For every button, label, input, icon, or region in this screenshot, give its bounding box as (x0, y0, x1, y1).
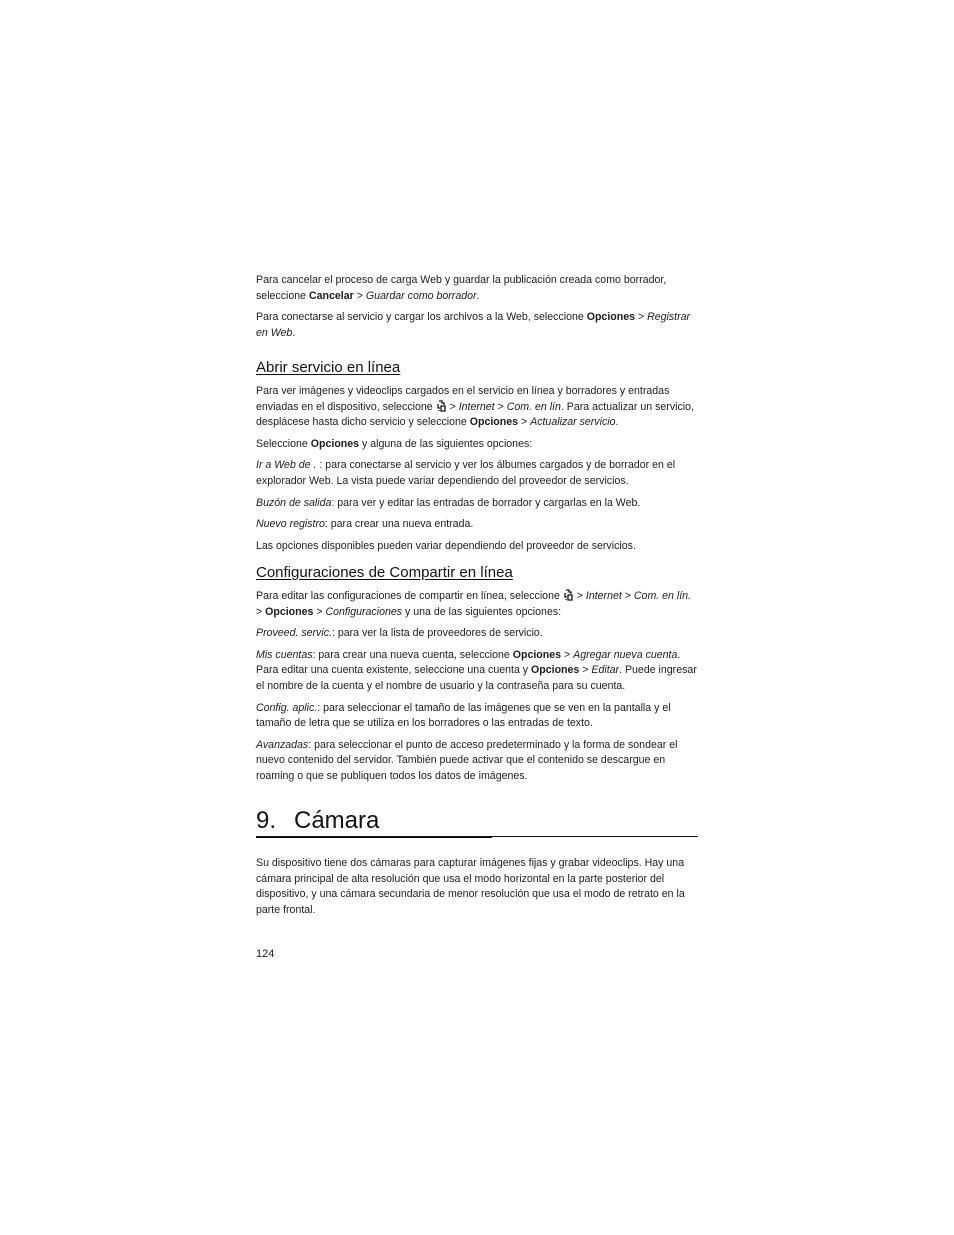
section-paragraph: Seleccione Opciones y alguna de las siguientes opciones: (256, 437, 533, 450)
menu-key-icon (564, 589, 573, 601)
chapter-name: Cámara (294, 807, 380, 834)
menu-key-icon (437, 400, 446, 412)
chapter-intro (256, 856, 698, 924)
chapter-number: 9. (256, 807, 277, 834)
chapter-heading (256, 806, 698, 836)
section-title: Configuraciones de Compartir en línea (256, 564, 513, 581)
option-item: Mis cuentas: para crear una nueva cuenta, seleccione Opciones > Agregar nueva cuenta. Para editar una cuenta existente, seleccione una cuenta y Opciones > Editar. Puede ingresar el nombre de la cuenta y el nombre de usuario y la contraseña para su cuenta. (256, 648, 697, 692)
save-draft-option: Guardar como borrador (365, 289, 477, 302)
option-item: Config. aplic.: para seleccionar el tamaño de las imágenes que se ven en la pantalla y el tamaño de letra que se utiliza en los borradores o las entradas de texto. (256, 701, 671, 730)
intro-paragraph-connect: Para conectarse al servicio y cargar los archivos a la Web, seleccione Opciones > Registrar en Web. (256, 311, 691, 339)
chapter-paragraph: Su dispositivo tiene dos cámaras para capturar imágenes fijas y grabar videoclips. Hay una cámara principal de alta resolución que usa el modo horizontal en la parte posterior del dispositivo, y una cámara secundaria de menor resolución que usa el modo de retrato en la parte frontal. (256, 857, 685, 916)
page-number: 124 (256, 948, 275, 960)
register-web-option: Registrar en Web (256, 311, 691, 339)
option-item: Ir a Web de . : para conectarse al servicio y ver los álbumes cargados y de borrador en el explorador Web. La vista puede variar dependiendo del proveedor de servicios. (256, 459, 676, 487)
section-paragraph: Para ver imágenes y videoclips cargados en el servicio en línea y borradores y entradas enviadas en el dispositivo, seleccione > Internet > Com. en lín. Para actualizar un servicio, desplácese hasta dicho servicio y seleccione Opciones > Actualizar servicio. (256, 385, 694, 429)
chapter-title (256, 806, 698, 836)
option-item: Avanzadas: para seleccionar el punto de acceso predeterminado y la forma de sondear el nuevo contenido del servidor. También puede activar que el contenido se descargue en roaming o que se publiquen todos los datos de imágenes. (256, 738, 678, 782)
option-item: Nuevo registro: para crear una nueva entrada. (256, 518, 474, 531)
option-item: Buzón de salida: para ver y editar las entradas de borrador y cargarlas en la Web. (256, 496, 641, 509)
cancel-option: Cancelar (309, 289, 354, 302)
section-sharing-settings (256, 563, 698, 791)
section-title: Abrir servicio en línea (256, 359, 401, 376)
intro-block (256, 273, 698, 347)
section-paragraph: Las opciones disponibles pueden variar dependiendo del proveedor de servicios. (256, 539, 636, 552)
option-item: Proveed. servic.: para ver la lista de proveedores de servicio. (256, 627, 543, 640)
chapter-rule (256, 836, 698, 839)
intro-paragraph-cancel: Para cancelar el proceso de carga Web y guardar la publicación creada como borrador, seleccione Cancelar > Guardar como borrador. (256, 274, 667, 302)
section-paragraph: Para editar las configuraciones de compartir en línea, seleccione > Internet > Com. en lín. > Opciones > Configuraciones y una de las siguientes opciones: (256, 590, 692, 618)
options-label: Opciones (586, 311, 635, 324)
section-open-online-service (256, 358, 698, 560)
